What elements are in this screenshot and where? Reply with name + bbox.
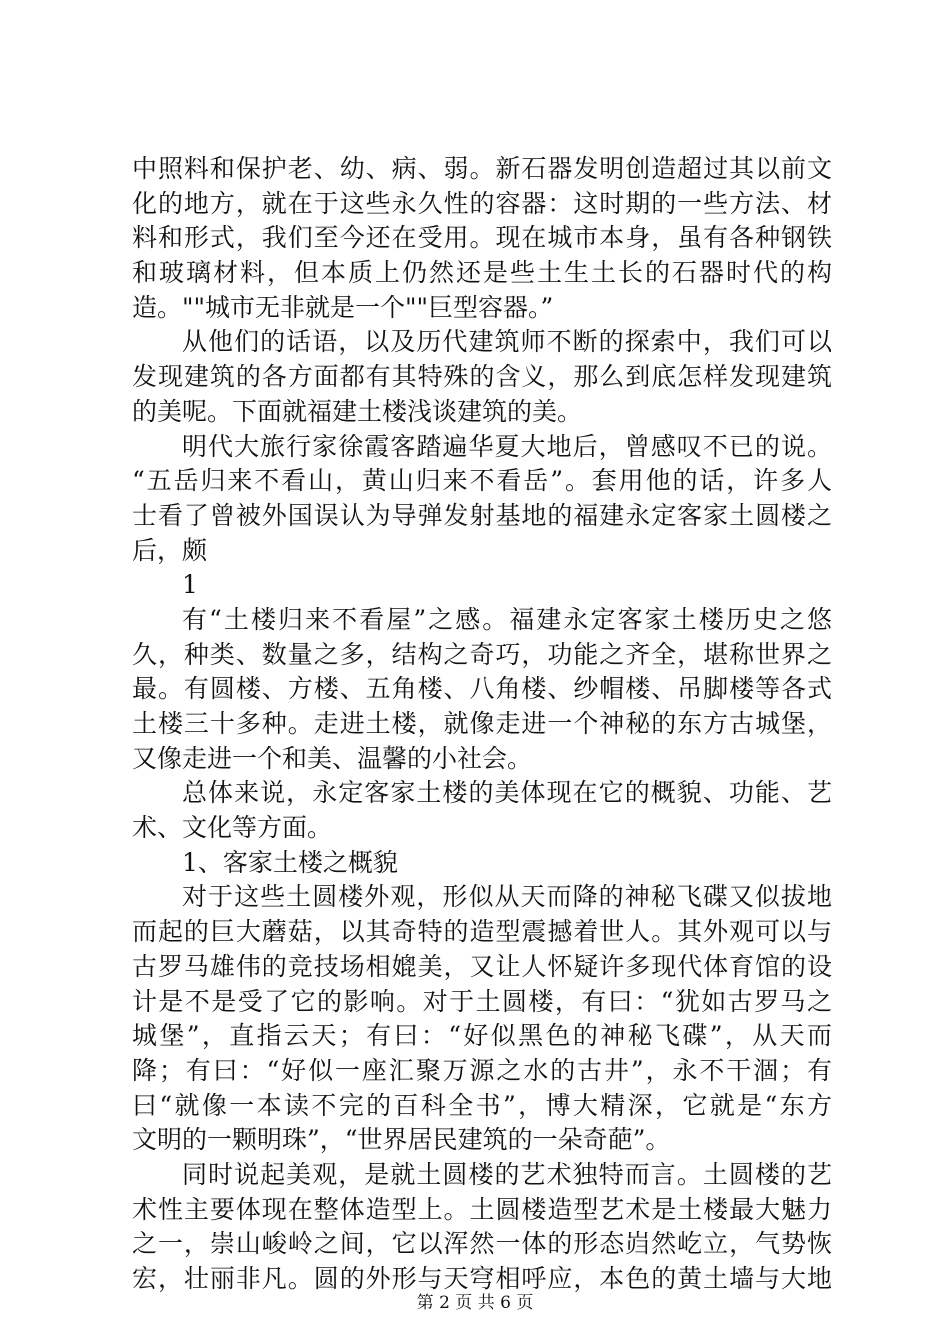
text-line: 发现建筑的各方面都有其特殊的含义，那么到底怎样发现建筑 xyxy=(132,362,832,392)
text-line: 之一，崇山峻岭之间，它以浑然一体的形态岿然屹立，气势恢 xyxy=(132,1229,832,1259)
text-line: 士看了曾被外国误认为导弹发射基地的福建永定客家土圆楼之 xyxy=(132,500,832,530)
text-line: 城堡”，直指云天；有曰：“好似黑色的神秘飞碟”，从天而 xyxy=(132,1021,832,1051)
text-line: 从他们的话语，以及历代建筑师不断的探索中，我们可以 xyxy=(182,327,832,357)
text-line: 最。有圆楼、方楼、五角楼、八角楼、纱帽楼、吊脚楼等各式 xyxy=(132,674,832,704)
text-line: 和玻璃材料，但本质上仍然还是些土生土长的石器时代的构 xyxy=(132,258,832,288)
text-line: 1、客家土楼之概貌 xyxy=(182,847,398,877)
text-line: 计是不是受了它的影响。对于土圆楼，有曰：“犹如古罗马之 xyxy=(132,986,832,1016)
text-line: 明代大旅行家徐霞客踏遍华夏大地后，曾感叹不已的说。 xyxy=(182,431,832,461)
text-line: 造。""城市无非就是一个""巨型容器。” xyxy=(132,292,554,322)
text-line: 同时说起美观，是就土圆楼的艺术独特而言。土圆楼的艺 xyxy=(182,1159,832,1189)
text-line: 曰“就像一本读不完的百科全书”，博大精深，它就是“东方 xyxy=(132,1090,832,1120)
text-line: 有“土楼归来不看屋”之感。福建永定客家土楼历史之悠 xyxy=(182,604,832,634)
page-footer: 第 2 页 共 6 页 xyxy=(416,1293,534,1313)
text-line: 术、文化等方面。 xyxy=(132,813,333,843)
text-line: 化的地方，就在于这些永久性的容器：这时期的一些方法、材 xyxy=(132,188,832,218)
text-line: “五岳归来不看山，黄山归来不看岳”。套用他的话，许多人 xyxy=(132,466,832,496)
text-line: 宏，壮丽非凡。圆的外形与天穹相呼应，本色的黄土墙与大地 xyxy=(132,1264,832,1293)
text-line: 总体来说，永定客家土楼的美体现在它的概貌、功能、艺 xyxy=(182,778,832,808)
text-line: 古罗马雄伟的竞技场相媲美，又让人怀疑许多现代体育馆的设 xyxy=(132,951,832,981)
text-line: 术性主要体现在整体造型上。土圆楼造型艺术是土楼最大魅力 xyxy=(132,1194,832,1224)
text-line: 1 xyxy=(182,570,198,600)
text-line: 土楼三十多种。走进土楼，就像走进一个神秘的东方古城堡， xyxy=(132,709,832,738)
text-line: 而起的巨大蘑菇，以其奇特的造型震撼着世人。其外观可以与 xyxy=(132,917,832,947)
text-line: 后，颇 xyxy=(132,535,208,565)
text-line: 对于这些土圆楼外观，形似从天而降的神秘飞碟又似拔地 xyxy=(182,882,832,912)
text-line: 的美呢。下面就福建土楼浅谈建筑的美。 xyxy=(132,396,583,426)
text-line: 降；有曰：“好似一座汇聚万源之水的古井”，永不干涸；有 xyxy=(132,1055,832,1085)
body-text xyxy=(132,152,832,1297)
text-line: 文明的一颗明珠”，“世界居民建筑的一朵奇葩”。 xyxy=(132,1125,671,1155)
text-line: 又像走进一个和美、温馨的小社会。 xyxy=(132,743,533,773)
text-line: 久，种类、数量之多，结构之奇巧，功能之齐全，堪称世界之 xyxy=(132,639,832,669)
text-line: 料和形式，我们至今还在受用。现在城市本身，虽有各种钢铁 xyxy=(132,223,832,253)
text-line: 中照料和保护老、幼、病、弱。新石器发明创造超过其以前文 xyxy=(132,154,832,183)
